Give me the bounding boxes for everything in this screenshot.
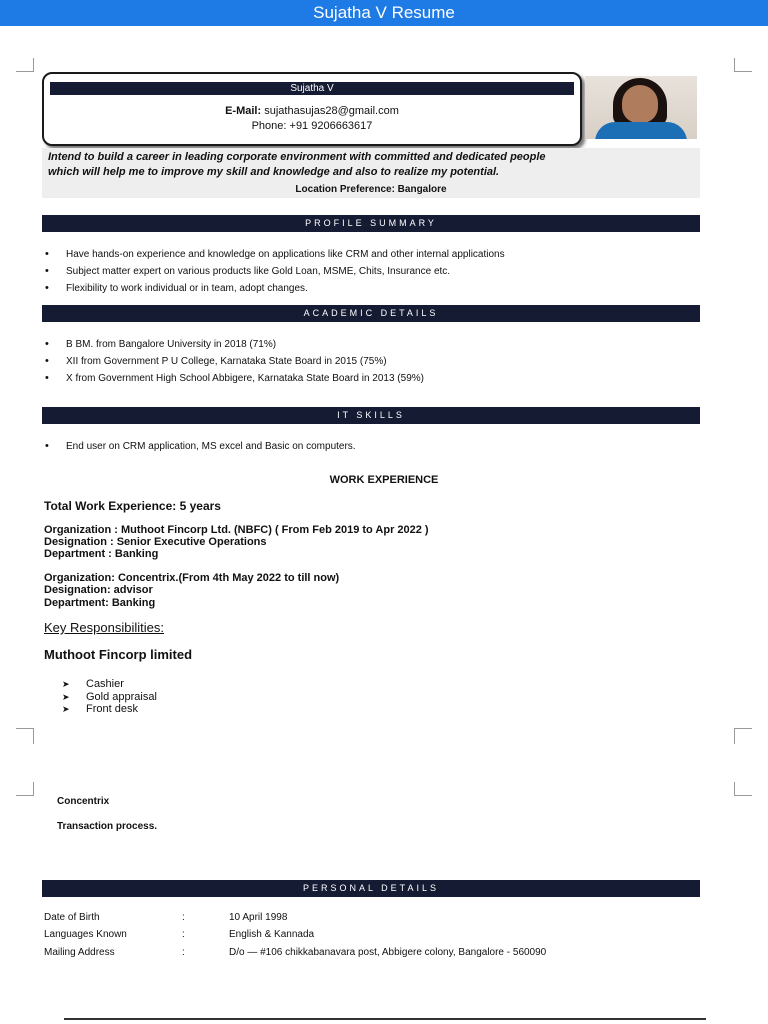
candidate-name: Sujatha V xyxy=(50,82,574,95)
photo-body xyxy=(595,122,687,139)
objective-line-1: Intend to build a career in leading corporate environment with committed and dedicated people xyxy=(48,151,546,163)
department-1: Department : Banking xyxy=(44,548,159,560)
designation-2: Designation: advisor xyxy=(44,584,153,596)
concentrix-responsibility: Transaction process. xyxy=(57,821,158,832)
list-item: • B BM. from Bangalore University in 2018 (71%) xyxy=(42,336,424,353)
email-value: sujathasujas28@gmail.com xyxy=(264,105,399,117)
personal-colon: : xyxy=(182,912,185,923)
photo-face xyxy=(622,85,658,123)
email-line xyxy=(44,104,580,119)
phone-line xyxy=(44,119,580,134)
personal-row-languages xyxy=(44,929,724,943)
section-header-personal-details: PERSONAL DETAILS xyxy=(42,880,700,897)
section-header-academic-details: ACADEMIC DETAILS xyxy=(42,305,700,322)
muthoot-responsibilities-list xyxy=(62,678,157,716)
crop-mark-top-left xyxy=(16,58,34,72)
list-item: • End user on CRM application, MS excel and Basic on computers. xyxy=(42,438,356,455)
career-objective xyxy=(42,148,700,198)
crop-mark-mid-left xyxy=(16,728,34,744)
profile-summary-list xyxy=(42,246,505,297)
personal-colon: : xyxy=(182,947,185,958)
muthoot-fincorp-heading: Muthoot Fincorp limited xyxy=(44,647,193,662)
department-2: Department: Banking xyxy=(44,597,156,609)
total-work-experience: Total Work Experience: 5 years xyxy=(44,499,221,513)
phone-label: Phone: xyxy=(251,120,287,132)
list-item: • Have hands-on experience and knowledge on applications like CRM and other internal applications xyxy=(42,246,505,263)
organization-2: Organization: Concentrix.(From 4th May 2022 to till now) xyxy=(44,572,340,584)
work-experience-title: WORK EXPERIENCE xyxy=(329,474,439,486)
personal-value: 10 April 1998 xyxy=(229,912,288,923)
crop-mark-lower-right xyxy=(734,782,752,796)
personal-key: Date of Birth xyxy=(44,912,100,923)
key-responsibilities-heading: Key Responsibilities: xyxy=(44,620,164,635)
section-header-it-skills: IT SKILLS xyxy=(42,407,700,424)
crop-mark-top-right xyxy=(734,58,752,72)
contact-info xyxy=(44,104,580,134)
it-skills-list xyxy=(42,438,356,455)
personal-colon: : xyxy=(182,929,185,940)
academic-details-list xyxy=(42,336,424,387)
document-title-bar xyxy=(0,0,768,26)
list-item: • Flexibility to work individual or in team, adopt changes. xyxy=(42,280,505,297)
bottom-divider xyxy=(64,1018,706,1020)
designation-1: Designation : Senior Executive Operations xyxy=(44,536,267,548)
list-item: • Subject matter expert on various products like Gold Loan, MSME, Chits, Insurance etc. xyxy=(42,263,505,280)
document-title: Sujatha V Resume xyxy=(313,3,455,22)
profile-photo xyxy=(585,76,697,139)
objective-line-2: which will help me to improve my skill and knowledge and also to realize my potential. xyxy=(48,166,500,178)
personal-value: English & Kannada xyxy=(229,929,315,940)
personal-value: D/o — #106 chikkabanavara post, Abbigere colony, Bangalore - 560090 xyxy=(229,947,547,958)
section-header-profile-summary: PROFILE SUMMARY xyxy=(42,215,700,232)
list-item: • XII from Government P U College, Karnataka State Board in 2015 (75%) xyxy=(42,353,424,370)
list-item: ➤ Front desk xyxy=(62,703,157,716)
personal-row-address xyxy=(44,947,724,961)
location-preference: Location Preference: Bangalore xyxy=(295,184,447,195)
personal-key: Languages Known xyxy=(44,929,127,940)
list-item: ➤ Gold appraisal xyxy=(62,691,157,704)
crop-mark-mid-right xyxy=(734,728,752,744)
crop-mark-lower-left xyxy=(16,782,34,796)
phone-value: +91 9206663617 xyxy=(289,120,373,132)
concentrix-heading: Concentrix xyxy=(57,796,110,807)
list-item: • X from Government High School Abbigere, Karnataka State Board in 2013 (59%) xyxy=(42,370,424,387)
contact-header-box xyxy=(42,72,582,146)
personal-row-dob xyxy=(44,912,724,926)
organization-1: Organization : Muthoot Fincorp Ltd. (NBFC) ( From Feb 2019 to Apr 2022 ) xyxy=(44,524,429,536)
list-item: ➤ Cashier xyxy=(62,678,157,691)
personal-key: Mailing Address xyxy=(44,947,115,958)
email-label: E-Mail: xyxy=(225,105,262,117)
